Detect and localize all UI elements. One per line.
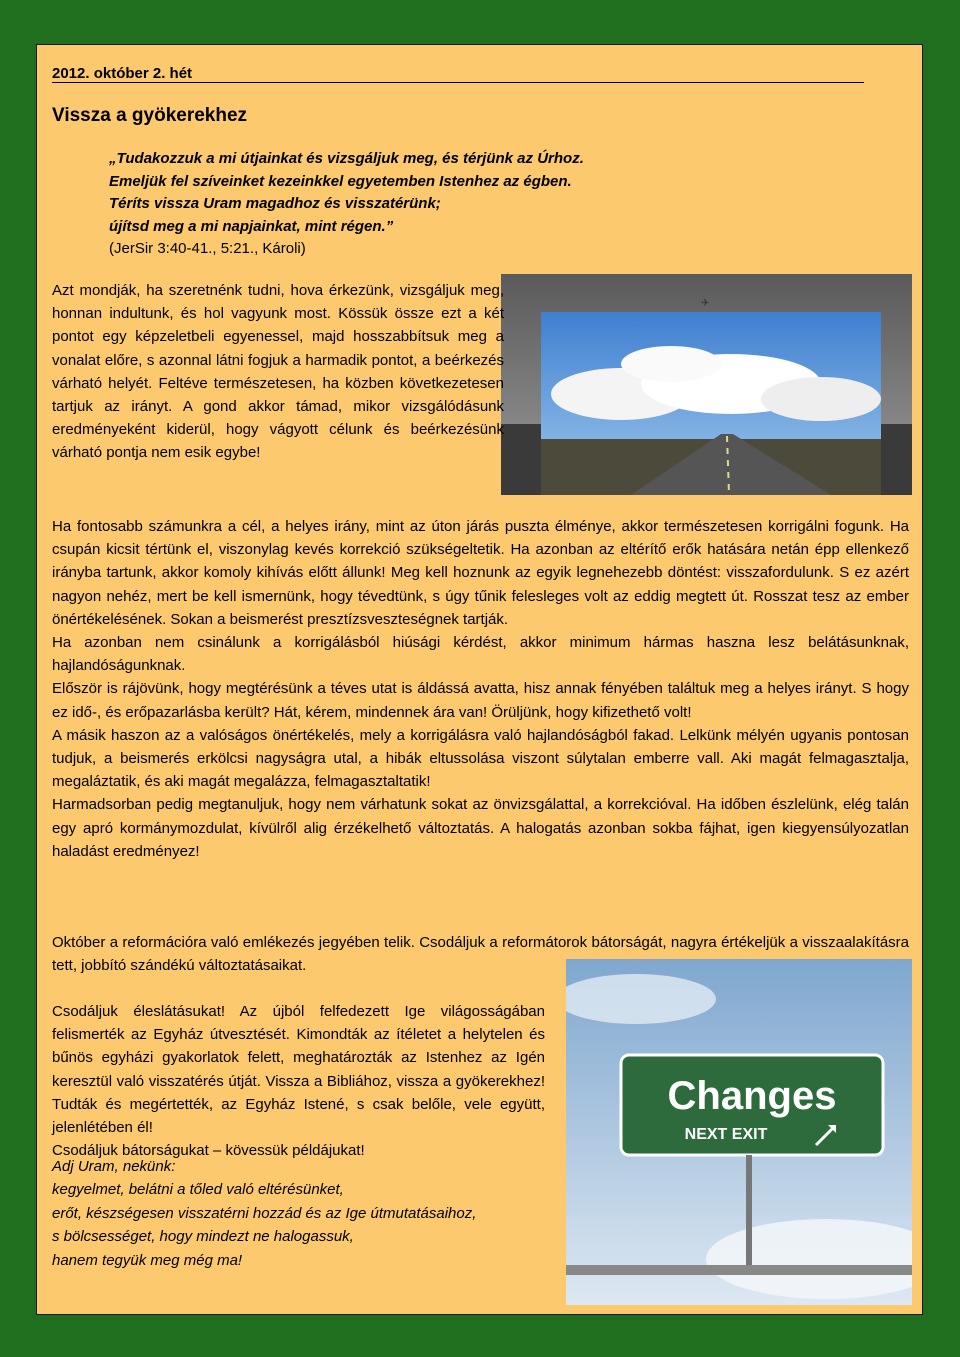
- verse-line: újítsd meg a mi napjainkat, mint régen.”: [109, 217, 394, 235]
- reformation-paragraph: [52, 1000, 545, 1162]
- changes-sign-image: [566, 959, 912, 1305]
- verse-line: Emeljük fel szíveinket kezeinkkel egyetemben Istenhez az égben.: [109, 172, 572, 190]
- prayer-line: hanem tegyük meg még ma!: [52, 1251, 243, 1269]
- body-text: [52, 515, 909, 863]
- paragraph: Ha azonban nem csinálunk a korrigálásból hiúsági kérdést, akkor minimum hármas haszna lesz belátásunknak, hajlandóságunknak.: [52, 634, 909, 675]
- svg-text:✈: ✈: [701, 298, 710, 309]
- road-clouds-image: [501, 274, 912, 495]
- sign-main-text: Changes: [667, 1074, 837, 1118]
- paragraph: A másik haszon az a valóságos önértékelés, mely a korrigálásra való hajlandóságból fakad. Lelkünk mélyén ugyanis pontosan tudjuk, a beismerés erkölcsi nagyságra utal, a hibák eltussolása viszont súlytalan emberre vall. Aki magát felmagasztalja, megaláztatik, és aki magát megalázza, felmagasztaltatik!: [52, 726, 909, 791]
- reformation-paragraph-lead: Október a reformációra való emlékezés jegyében telik. Csodáljuk a reformátorok bátorságát, nagyra értékeljük a visszaalakításra tett, jobbító szándékú változtatásaikat.: [52, 934, 909, 975]
- paragraph: Csodáljuk éleslátásukat! Az újból felfedezett Ige világosságában felismerték az Egyház útvesztését. Kimondták az ítéletet a helytelen és bűnös egyházi gyakorlatok felett, meghatározták az Istenhez az Igén keresztül való visszatérés útját. Vissza a Bibliához, vissza a gyökerekhez! Tudták és megértették, az Egyház Istené, s csak belőle, vele együtt, jelenlétében él!: [52, 1003, 545, 1137]
- intro-paragraph: Azt mondják, ha szeretnénk tudni, hova érkezünk, vizsgáljuk meg, honnan indultunk, és hol vagyunk most. Kössük össze ezt a két pontot egy képzeletbeli egyenessel, majd hosszabbítsuk meg a vonalat előre, s azonnal látni fogjuk a harmadik pontot, a beérkezés várható helyét. Feltéve természetesen, ha közben következetesen tartjuk az irányt. A gond akkor támad, mikor vizsgálódásunk eredményeként kiderül, hogy vágyott célunk és beérkezésünk várható pontja nem esik egybe!: [52, 282, 504, 462]
- prayer-line: kegyelmet, belátni a tőled való eltérésünket,: [52, 1181, 344, 1199]
- page-title: Vissza a gyökerekhez: [52, 105, 248, 126]
- verse-line: „Tudakozzuk a mi útjainkat és vizsgáljuk meg, és térjünk az Úrhoz.: [109, 150, 584, 167]
- bible-verse: [109, 148, 584, 261]
- paragraph: Csodáljuk bátorságukat – kövessük példájukat!: [52, 1142, 365, 1160]
- prayer-line: erőt, készségesen visszatérni hozzád és az Ige útmutatásaihoz,: [52, 1204, 477, 1222]
- verse-reference: (JerSir 3:40-41., 5:21., Károli): [109, 240, 306, 257]
- paragraph: Először is rájövünk, hogy megtérésünk a téves utat is áldássá avatta, hisz annak fényében találtuk meg a helyes irányt. S hogy ez idő-, és erőpazarlásba került? Hát, kérem, mindennek ára van! Örüljünk, hogy kifizethető volt!: [52, 680, 909, 721]
- page: [36, 44, 923, 1315]
- prayer: [52, 1155, 572, 1272]
- paragraph: Harmadsorban pedig megtanuljuk, hogy nem várhatunk sokat az önvizsgálattal, a korrekcióval. Ha időben észlelünk, elég talán egy apró kormánymozdulat, kívülről alig érzékelhető változtatás. A halogatás azonban sokba fájhat, igen kiegyensúlyozatlan haladást eredményez!: [52, 796, 909, 860]
- verse-line: Téríts vissza Uram magadhoz és visszatérünk;: [109, 195, 441, 212]
- date-header: 2012. október 2. hét: [52, 65, 864, 83]
- sign-sub-text: NEXT EXIT: [684, 1126, 768, 1143]
- prayer-line: s bölcsességet, hogy mindezt ne halogassuk,: [52, 1228, 354, 1246]
- paragraph: Ha fontosabb számunkra a cél, a helyes irány, mint az úton járás puszta élménye, akkor természetesen korrigálni fogunk. Ha csupán kicsit tértünk el, viszonylag kevés korrekció szükségeltetik. Ha azonban az eltérítő erők hatására netán épp ellenkező irányba tartunk, akkor komoly kihívás előtt állunk! Meg kell hoznunk az egyik legnehezebb döntést: visszafordulunk. S ez azért nagyon nehéz, mert be kell ismernünk, hogy tévedtünk, s úgy tűnik felesleges volt az eddig megtett út. Rosszat tesz az ember önértékelésének. Sokan a beismerést presztízsveszteségnek tartják.: [52, 518, 909, 628]
- prayer-line: Adj Uram, nekünk:: [52, 1158, 176, 1175]
